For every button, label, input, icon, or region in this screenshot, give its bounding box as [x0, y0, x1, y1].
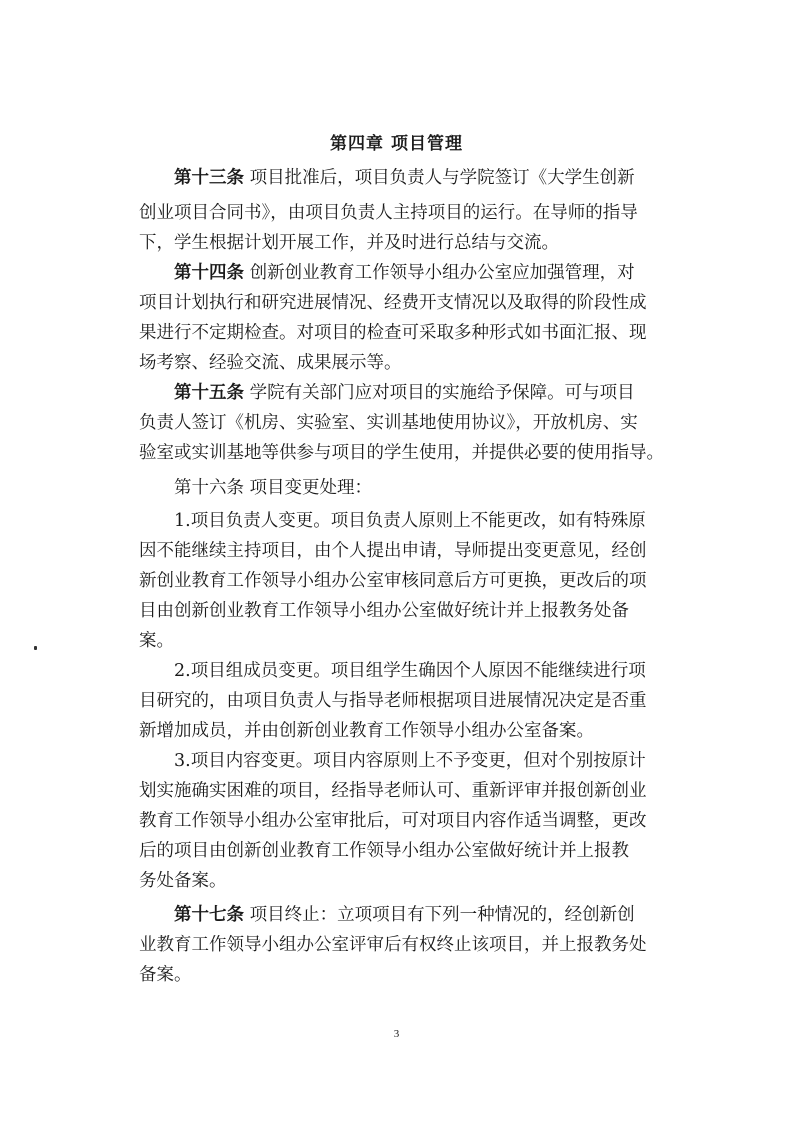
article-17-line-1: [174, 905, 635, 925]
article-13-line-3: 下，学生根据计划开展工作，并及时进行总结与交流。: [139, 233, 559, 253]
article-14-line-3: 果进行不定期检查。对项目的检查可采取多种形式如书面汇报、现: [139, 323, 647, 343]
article-17-line-3: 备案。: [139, 965, 192, 985]
article-16-item-2-line-2: 目研究的，由项目负责人与指导老师根据项目进展情况决定是否重: [139, 691, 647, 711]
article-16-heading-line: 第十六条 项目变更处理：: [174, 478, 373, 498]
article-15-heading: 第十五条: [174, 383, 244, 403]
article-14-heading: 第十四条: [174, 263, 244, 283]
article-16-item-1-line-5: 案。: [139, 631, 174, 651]
article-16-item-3-line-2: 划实施确实困难的项目，经指导老师认可、重新评审并报创新创业: [139, 781, 647, 801]
article-16-item-2-line-1: 2.项目组成员变更。项目组学生确因个人原因不能继续进行项: [174, 661, 646, 681]
article-13-line-2: 创业项目合同书》，由项目负责人主持项目的运行。在导师的指导: [139, 203, 638, 223]
article-16-item-1-line-2: 因不能继续主持项目，由个人提出申请，导师提出变更意见，经创: [139, 541, 647, 561]
article-17-line-2: 业教育工作领导小组办公室评审后有权终止该项目，并上报教务处: [139, 935, 647, 955]
article-16-item-3-line-3: 教育工作领导小组办公室审批后，可对项目内容作适当调整，更改: [139, 811, 647, 831]
article-16-item-3-line-5: 务处备案。: [139, 871, 227, 891]
chapter-title: 第四章 项目管理: [330, 134, 463, 154]
article-15-line-1: [174, 383, 635, 403]
article-15-text-1: 学院有关部门应对项目的实施给予保障。可与项目: [249, 383, 635, 403]
article-16-item-1-line-4: 目由创新创业教育工作领导小组办公室做好统计并上报教务处备: [139, 601, 629, 621]
article-14-line-1: [174, 263, 635, 283]
scan-speck: [34, 646, 37, 650]
article-15-line-3: 验室或实训基地等供参与项目的学生使用，并提供必要的使用指导。: [139, 443, 664, 463]
article-14-text-1: 创新创业教育工作领导小组办公室应加强管理，对: [249, 263, 635, 283]
article-16-item-3-line-4: 后的项目由创新创业教育工作领导小组办公室做好统计并上报教: [139, 841, 629, 861]
article-15-line-2: 负责人签订《机房、实验室、实训基地使用协议》，开放机房、实: [139, 413, 638, 433]
article-14-line-2: 项目计划执行和研究进展情况、经费开支情况以及取得的阶段性成: [139, 293, 647, 313]
article-13-line-1: [174, 168, 674, 188]
article-17-heading: 第十七条: [174, 905, 244, 925]
article-16-item-1-line-1: 1.项目负责人变更。项目负责人原则上不能更改，如有特殊原: [174, 511, 646, 531]
article-13-text-1: 项目批准后，项目负责人与学院签订《大学生创新: [249, 168, 635, 188]
article-16-item-3-line-1: 3.项目内容变更。项目内容原则上不予变更，但对个别按原计: [174, 751, 646, 771]
article-16-item-1-line-3: 新创业教育工作领导小组办公室审核同意后方可更换，更改后的项: [139, 571, 647, 591]
page-number: 3: [393, 1028, 400, 1040]
article-14-line-4: 场考察、经验交流、成果展示等。: [139, 353, 402, 373]
article-16-item-2-line-3: 新增加成员，并由创新创业教育工作领导小组办公室备案。: [139, 721, 594, 741]
article-13-heading: 第十三条: [174, 168, 244, 188]
article-17-text-1: 项目终止：立项项目有下列一种情况的，经创新创: [249, 905, 635, 925]
